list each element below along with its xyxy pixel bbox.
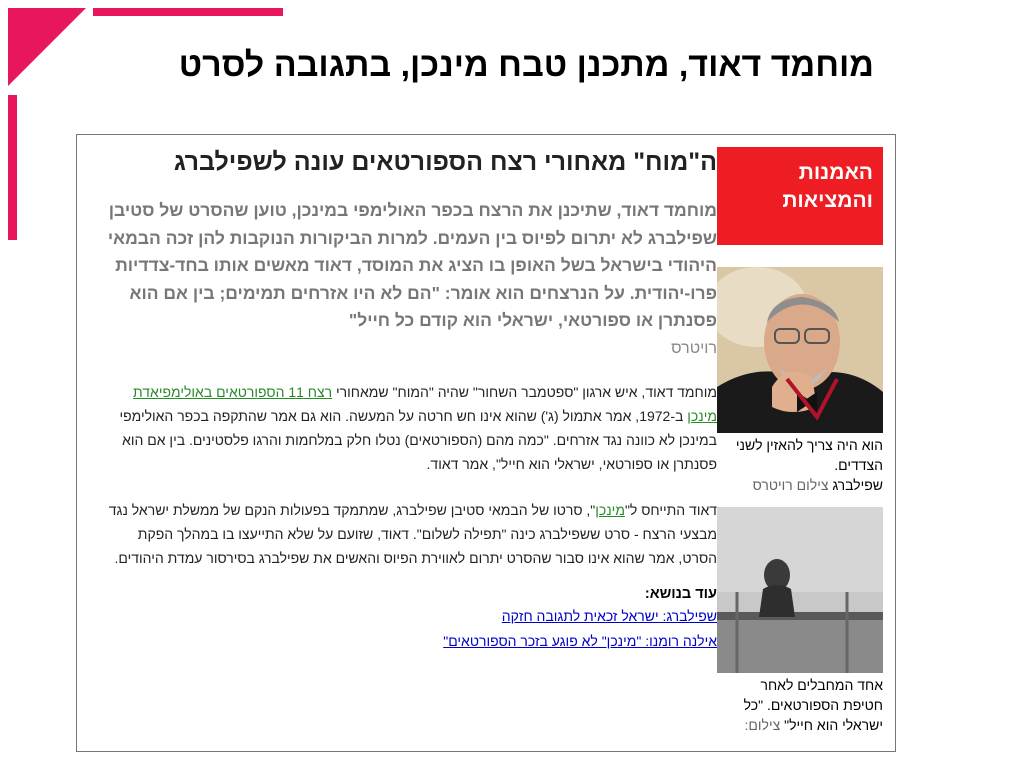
section-label-line1: האמנות [798, 161, 873, 184]
article-lead: מוחמד דאוד, שתיכנן את הרצח בכפר האולימפי במינכן, טוען שהסרט של סטיבן שפילברג לא יתרום לפיוס בין העמים. למרות הביקורות הנוקבות להן זכה הבמאי היהודי בישראל בשל האופן בו הציג את המוסד, דאוד מאשים אותו בחד-צדדיות פרו-יהודית. על הנרצחים הוא אומר: "הם לא היו אזרחים תמימים; בין אם הוא פסנתרן או ספורטאי, ישראלי הוא קודם כל חייל" רויטרס [105, 197, 717, 362]
munich-massacre-link[interactable]: רצח 11 הספורטאים באולימפיאדת מינכן [133, 384, 717, 424]
munich-film-link[interactable]: מינכן [595, 502, 625, 518]
top-accent-bar [93, 8, 283, 16]
related-link-2[interactable]: אילנה רומנו: "מינכן" לא פוגע בזכר הספורטאים" [443, 633, 717, 649]
left-accent-bar [8, 95, 17, 240]
article-sidebar [717, 147, 883, 735]
photo2-credit: צילום: [744, 717, 781, 733]
article-main [105, 147, 717, 654]
article-screenshot [76, 134, 896, 752]
article-body [105, 380, 717, 570]
related-link-1[interactable]: שפילברג: ישראל זכאית לתגובה חזקה [501, 608, 717, 624]
spielberg-photo [717, 267, 883, 433]
section-label-line2: והמציאות [782, 189, 873, 212]
paragraph-1: מוחמד דאוד, איש ארגון "ספטמבר השחור" שהיה "המוח" שמאחורי רצח 11 הספורטאים באולימפיאדת מינכן ב-1972, אמר אתמול (ג') שהוא אינו חש חרטה על המעשה. הוא גם אמר שהתקפה בכפר האולימפי במינכן לא כוונה נגד אזרחים. "כמה מהם (הספורטאים) נטלו חלק במלחמות והרגו פלסטינים. בין אם הוא פסנתרן או ספורטאי, ישראלי הוא חייל", אמר דאוד. [119, 384, 717, 472]
paragraph-2: דאוד התייחס ל"מינכן", סרטו של הבמאי סטיבן שפילברג, שמתמקד בפעולות הנקם של ממשלת ישראל נגד מבצעי הרצח - סרט ששפילברג כינה "תפילה לשלום". דאוד, שזועם על שלא התייעצו בו במהלך הפקת הסרט, אמר שהוא אינו סבור שהסרט יתרום לאווירת הפיוס והאשים את שפילברג בסירסור עמדת היהודים. [108, 502, 717, 566]
photo1-credit: צילום רויטרס [752, 477, 829, 493]
terrorist-balcony-photo [717, 507, 883, 673]
article-headline: ה"מוח" מאחורי רצח הספורטאים עונה לשפילברג [173, 148, 717, 176]
photo2-caption: אחד המחבלים לאחר חטיפת הספורטאים. "כל ישראלי הוא חייל" צילום: [743, 677, 883, 733]
slide-title: מוחמד דאוד, מתכנן טבח מינכן, בתגובה לסרט [178, 46, 874, 84]
lead-credit: רויטרס [671, 339, 717, 357]
photo1-caption: הוא היה צריך להאזין לשני הצדדים. שפילברג צילום רויטרס [735, 437, 883, 493]
related-title: עוד בנושא: [644, 586, 717, 602]
section-label-box[interactable] [717, 147, 883, 245]
corner-triangle-decoration [0, 0, 90, 90]
